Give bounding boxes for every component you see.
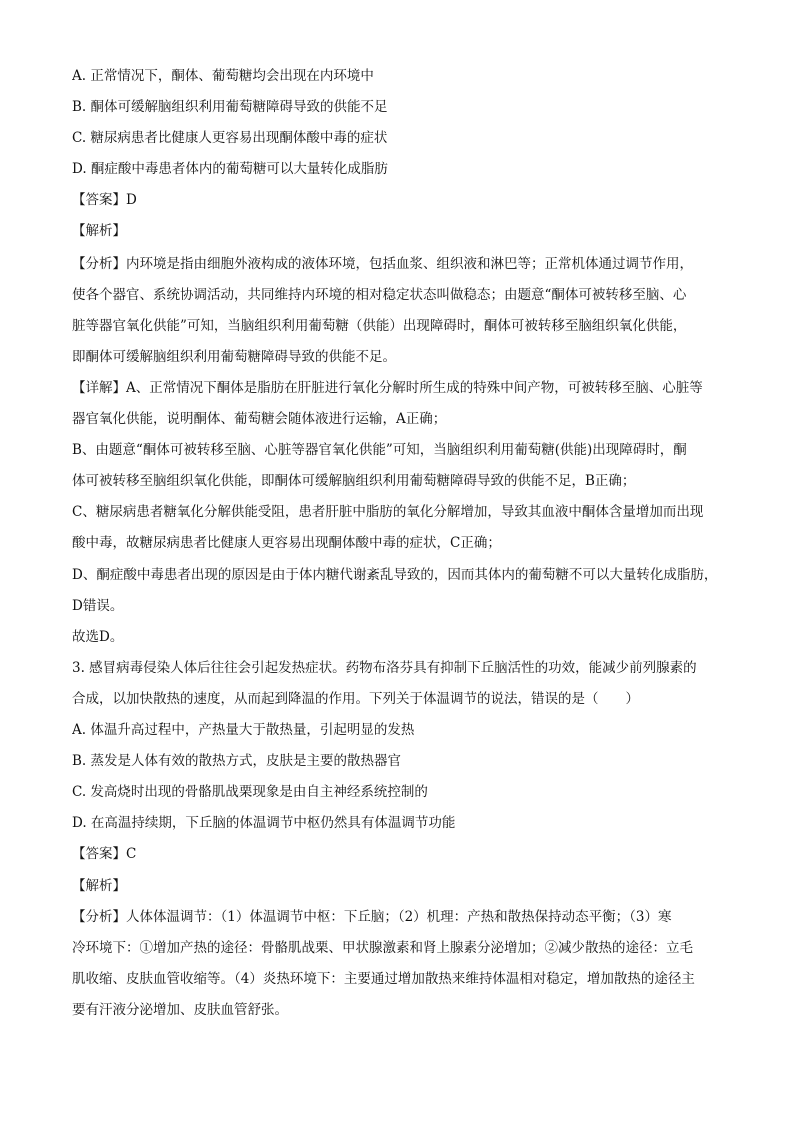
analysis-text-line: 脏等器官氧化供能”可知，当脑组织利用葡萄糖（供能）出现障碍时，酮体可被转移至脑组织氧化供能，: [72, 318, 687, 334]
detail-text-line: C、糖尿病患者糖氧化分解供能受阻，患者肝脏中脂肪的氧化分解增加，导致其血液中酮体含量增加而出现: [72, 504, 704, 520]
detail-text-line: 酸中毒，故糖尿病患者比健康人更容易出现酮体酸中毒的症状，C正确；: [72, 535, 501, 551]
analysis-heading: 【解析】: [72, 223, 126, 239]
option-c-line: C. 发高烧时出现的骨骼肌战栗现象是由自主神经系统控制的: [72, 784, 428, 800]
detail-text-line: 体可被转移至脑组织氧化供能，即酮体可缓解脑组织利用葡萄糖障碍导致的供能不足，B正确；: [72, 473, 636, 489]
detail-text-line: D错误。: [72, 598, 124, 614]
option-a-line: A. 正常情况下，酮体、葡萄糖均会出现在内环境中: [72, 68, 374, 84]
analysis-text-line: 即酮体可缓解脑组织利用葡萄糖障碍导致的供能不足。: [72, 349, 396, 365]
option-b-line: B. 蒸发是人体有效的散热方式，皮肤是主要的散热器官: [72, 753, 402, 769]
detail-text-line: 【详解】A、正常情况下酮体是脂肪在肝脏进行氧化分解时所生成的特殊中间产物，可被转移至脑、心脏等: [72, 380, 703, 396]
analysis-text-line: 要有汗液分泌增加、皮肤血管舒张。: [72, 1002, 288, 1018]
option-b-line: B. 酮体可缓解脑组织利用葡萄糖障碍导致的供能不足: [72, 99, 388, 115]
analysis-heading: 【解析】: [72, 878, 126, 894]
detail-text-line: D、酮症酸中毒患者出现的原因是由于体内糖代谢紊乱导致的，因而其体内的葡萄糖不可以大量转化成脂肪，: [72, 567, 718, 583]
question-3-stem: 3. 感冒病毒侵染人体后往往会引起发热症状。药物布洛芬具有抑制下丘脑活性的功效，能减少前列腺素的: [72, 660, 697, 676]
detail-text-line: 器官氧化供能，说明酮体、葡萄糖会随体液进行运输，A正确；: [72, 411, 447, 427]
analysis-text-line: 使各个器官、系统协调活动，共同维持内环境的相对稳定状态叫做稳态；由题意“酮体可被转移至脑、心: [72, 287, 687, 303]
answer-label: 【答案】C: [72, 846, 137, 862]
analysis-text-line: 【分析】人体体温调节：（1）体温调节中枢：下丘脑；（2）机理：产热和散热保持动态平衡；（3）寒: [72, 909, 672, 925]
choice-conclusion: 故选D。: [72, 629, 124, 645]
question-3-stem: 合成，以加快散热的速度，从而起到降温的作用。下列关于体温调节的说法，错误的是（ ）: [72, 691, 639, 707]
analysis-text-line: 肌收缩、皮肤血管收缩等。（4）炎热环境下：主要通过增加散热来维持体温相对稳定，增加散热的途径主: [72, 971, 695, 987]
option-d-line: D. 酮症酸中毒患者体内的葡萄糖可以大量转化成脂肪: [72, 161, 388, 177]
analysis-text-line: 【分析】内环境是指由细胞外液构成的液体环境，包括血浆、组织液和淋巴等；正常机体通过调节作用，: [72, 256, 693, 272]
analysis-text-line: 冷环境下：①增加产热的途径：骨骼肌战栗、甲状腺激素和肾上腺素分泌增加；②减少散热的途径：立毛: [72, 940, 693, 956]
answer-label: 【答案】D: [72, 192, 137, 208]
option-a-line: A. 体温升高过程中，产热量大于散热量，引起明显的发热: [72, 722, 415, 738]
option-d-line: D. 在高温持续期，下丘脑的体温调节中枢仍然具有体温调节功能: [72, 815, 456, 831]
detail-text-line: B、由题意“酮体可被转移至脑、心脏等器官氧化供能”可知，当脑组织利用葡萄糖(供能)出现障碍时，酮: [72, 442, 687, 458]
option-c-line: C. 糖尿病患者比健康人更容易出现酮体酸中毒的症状: [72, 130, 388, 146]
